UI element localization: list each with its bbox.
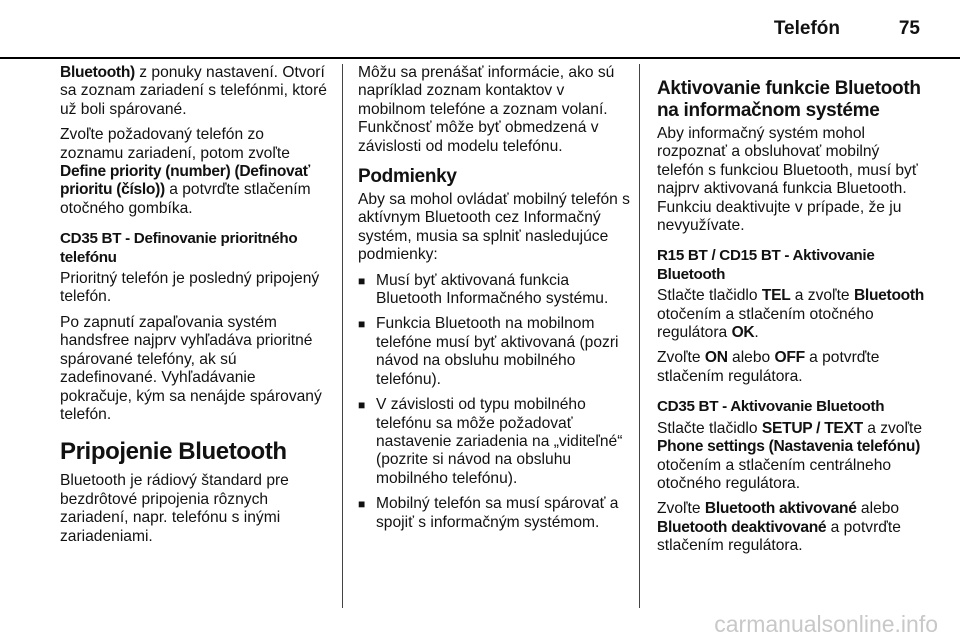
paragraph bbox=[657, 420, 929, 494]
section-heading: Podmienky bbox=[358, 166, 457, 188]
column-2 bbox=[358, 64, 630, 539]
page-number: 75 bbox=[898, 18, 920, 39]
bullet-icon: ■ bbox=[358, 497, 366, 512]
paragraph bbox=[657, 500, 929, 555]
paragraph: Aby informačný systém mohol rozpoznať a obsluhovať mobilný telefón s funkciou Bluetooth, musí byť najprv aktivovaná funkcia Bluetooth. Funkciu deaktivujte v prípade, že ju nevyužívate. bbox=[657, 125, 918, 235]
key-term: ON bbox=[704, 349, 728, 367]
text: Zvoľte požadovaný telefón zo zoznamu zariadení, potom zvoľte bbox=[60, 126, 290, 162]
text: otočením a stlačením centrálneho otočného regulátora. bbox=[657, 456, 892, 492]
text: a zvoľte bbox=[790, 287, 854, 305]
column-divider-2 bbox=[639, 64, 640, 608]
paragraph bbox=[657, 287, 929, 342]
list-item bbox=[358, 495, 630, 532]
bullet-icon: ■ bbox=[358, 398, 366, 413]
text: a zvoľte bbox=[862, 419, 923, 437]
paragraph: Prioritný telefón je posledný pripojený telefón. bbox=[60, 270, 320, 306]
list-item bbox=[358, 396, 630, 488]
text: Musí byť aktivovaná funkcia Bluetooth Informačného systému. bbox=[376, 271, 609, 308]
text: z ponuky nastavení. Otvorí sa zoznam zariadení s telefónmi, ktoré už boli spárované. bbox=[60, 64, 327, 118]
menu-term: Bluetooth) bbox=[60, 64, 135, 81]
text: alebo bbox=[727, 349, 775, 367]
text: alebo bbox=[856, 500, 900, 518]
section-heading: Pripojenie Bluetooth bbox=[60, 438, 287, 466]
column-divider-1 bbox=[342, 64, 343, 608]
text: Zvoľte bbox=[657, 500, 705, 518]
key-term: Bluetooth bbox=[853, 287, 925, 305]
list-item bbox=[358, 315, 630, 389]
paragraph: Po zapnutí zapaľovania systém handsfree najprv vyhľadáva prioritné spárované telefóny, ak sú zadefinované. Vyhľadávanie pokračuje, kým sa nenájde spárovaný telefón. bbox=[60, 313, 322, 423]
section-heading: Aktivovanie funkcie Bluetooth na informačnom systéme bbox=[657, 78, 921, 121]
subheading: CD35 BT - Definovanie prioritného telefónu bbox=[60, 230, 298, 266]
text: Funkcia Bluetooth na mobilnom telefóne musí byť aktivovaná (pozri návod na obsluhu mobilného telefónu). bbox=[376, 315, 619, 388]
bullet-list bbox=[358, 272, 630, 532]
key-term: TEL bbox=[761, 287, 791, 305]
key-term: Bluetooth aktivované bbox=[704, 500, 857, 518]
bullet-icon: ■ bbox=[358, 273, 366, 288]
text: otočením a stlačením otočného regulátora bbox=[657, 305, 874, 342]
paragraph bbox=[60, 64, 330, 119]
watermark: carmanualsonline.info bbox=[714, 611, 938, 637]
page-header bbox=[0, 0, 960, 52]
paragraph bbox=[657, 349, 929, 386]
paragraph: Bluetooth je rádiový štandard pre bezdrôtové pripojenia rôznych zariadení, napr. telefónu s inými zariadeniami. bbox=[60, 472, 289, 545]
text: Zvoľte bbox=[657, 349, 705, 367]
text: a potvrďte stlačením regulátora. bbox=[657, 349, 880, 385]
header-rule bbox=[0, 57, 960, 59]
page-title: Telefón bbox=[773, 18, 840, 39]
paragraph: Môžu sa prenášať informácie, ako sú napríklad zoznam kontaktov v mobilnom telefóne a zoznam volaní. Funkčnosť môže byť obmedzená v závislosti od modelu telefónu. bbox=[358, 64, 615, 155]
text: a potvrďte stlačením otočného gombíka. bbox=[60, 181, 311, 217]
column-3 bbox=[657, 64, 929, 563]
key-term: SETUP / TEXT bbox=[761, 419, 863, 437]
text: Stlačte tlačidlo bbox=[657, 287, 762, 305]
list-item bbox=[358, 272, 630, 309]
text: V závislosti od typu mobilného telefónu sa môže požadovať nastavenie zariadenia na „viditeľné“ (pozrite si návod na obsluhu mobilného telefónu). bbox=[376, 396, 623, 487]
paragraph: Aby sa mohol ovládať mobilný telefón s aktívnym Bluetooth cez Informačný systém, musia sa splniť nasledujúce podmienky: bbox=[358, 191, 630, 264]
paragraph bbox=[60, 126, 330, 218]
key-term: OFF bbox=[774, 349, 805, 367]
subheading: R15 BT / CD15 BT - Aktivovanie Bluetooth bbox=[657, 247, 875, 283]
menu-term: Define priority (number) (Definovať prioritu (číslo)) bbox=[60, 163, 310, 199]
key-term: OK bbox=[731, 324, 755, 342]
column-1 bbox=[60, 64, 330, 553]
subheading: CD35 BT - Aktivovanie Bluetooth bbox=[657, 398, 885, 416]
text: Mobilný telefón sa musí spárovať a spojiť s informačným systémom. bbox=[376, 495, 619, 531]
key-term: Bluetooth deaktivované bbox=[657, 518, 827, 536]
text: a potvrďte stlačením regulátora. bbox=[657, 518, 901, 555]
text: Stlačte tlačidlo bbox=[657, 419, 762, 437]
text: . bbox=[754, 324, 759, 342]
bullet-icon: ■ bbox=[358, 317, 366, 332]
key-term: Phone settings (Nastavenia telefónu) bbox=[657, 438, 921, 456]
